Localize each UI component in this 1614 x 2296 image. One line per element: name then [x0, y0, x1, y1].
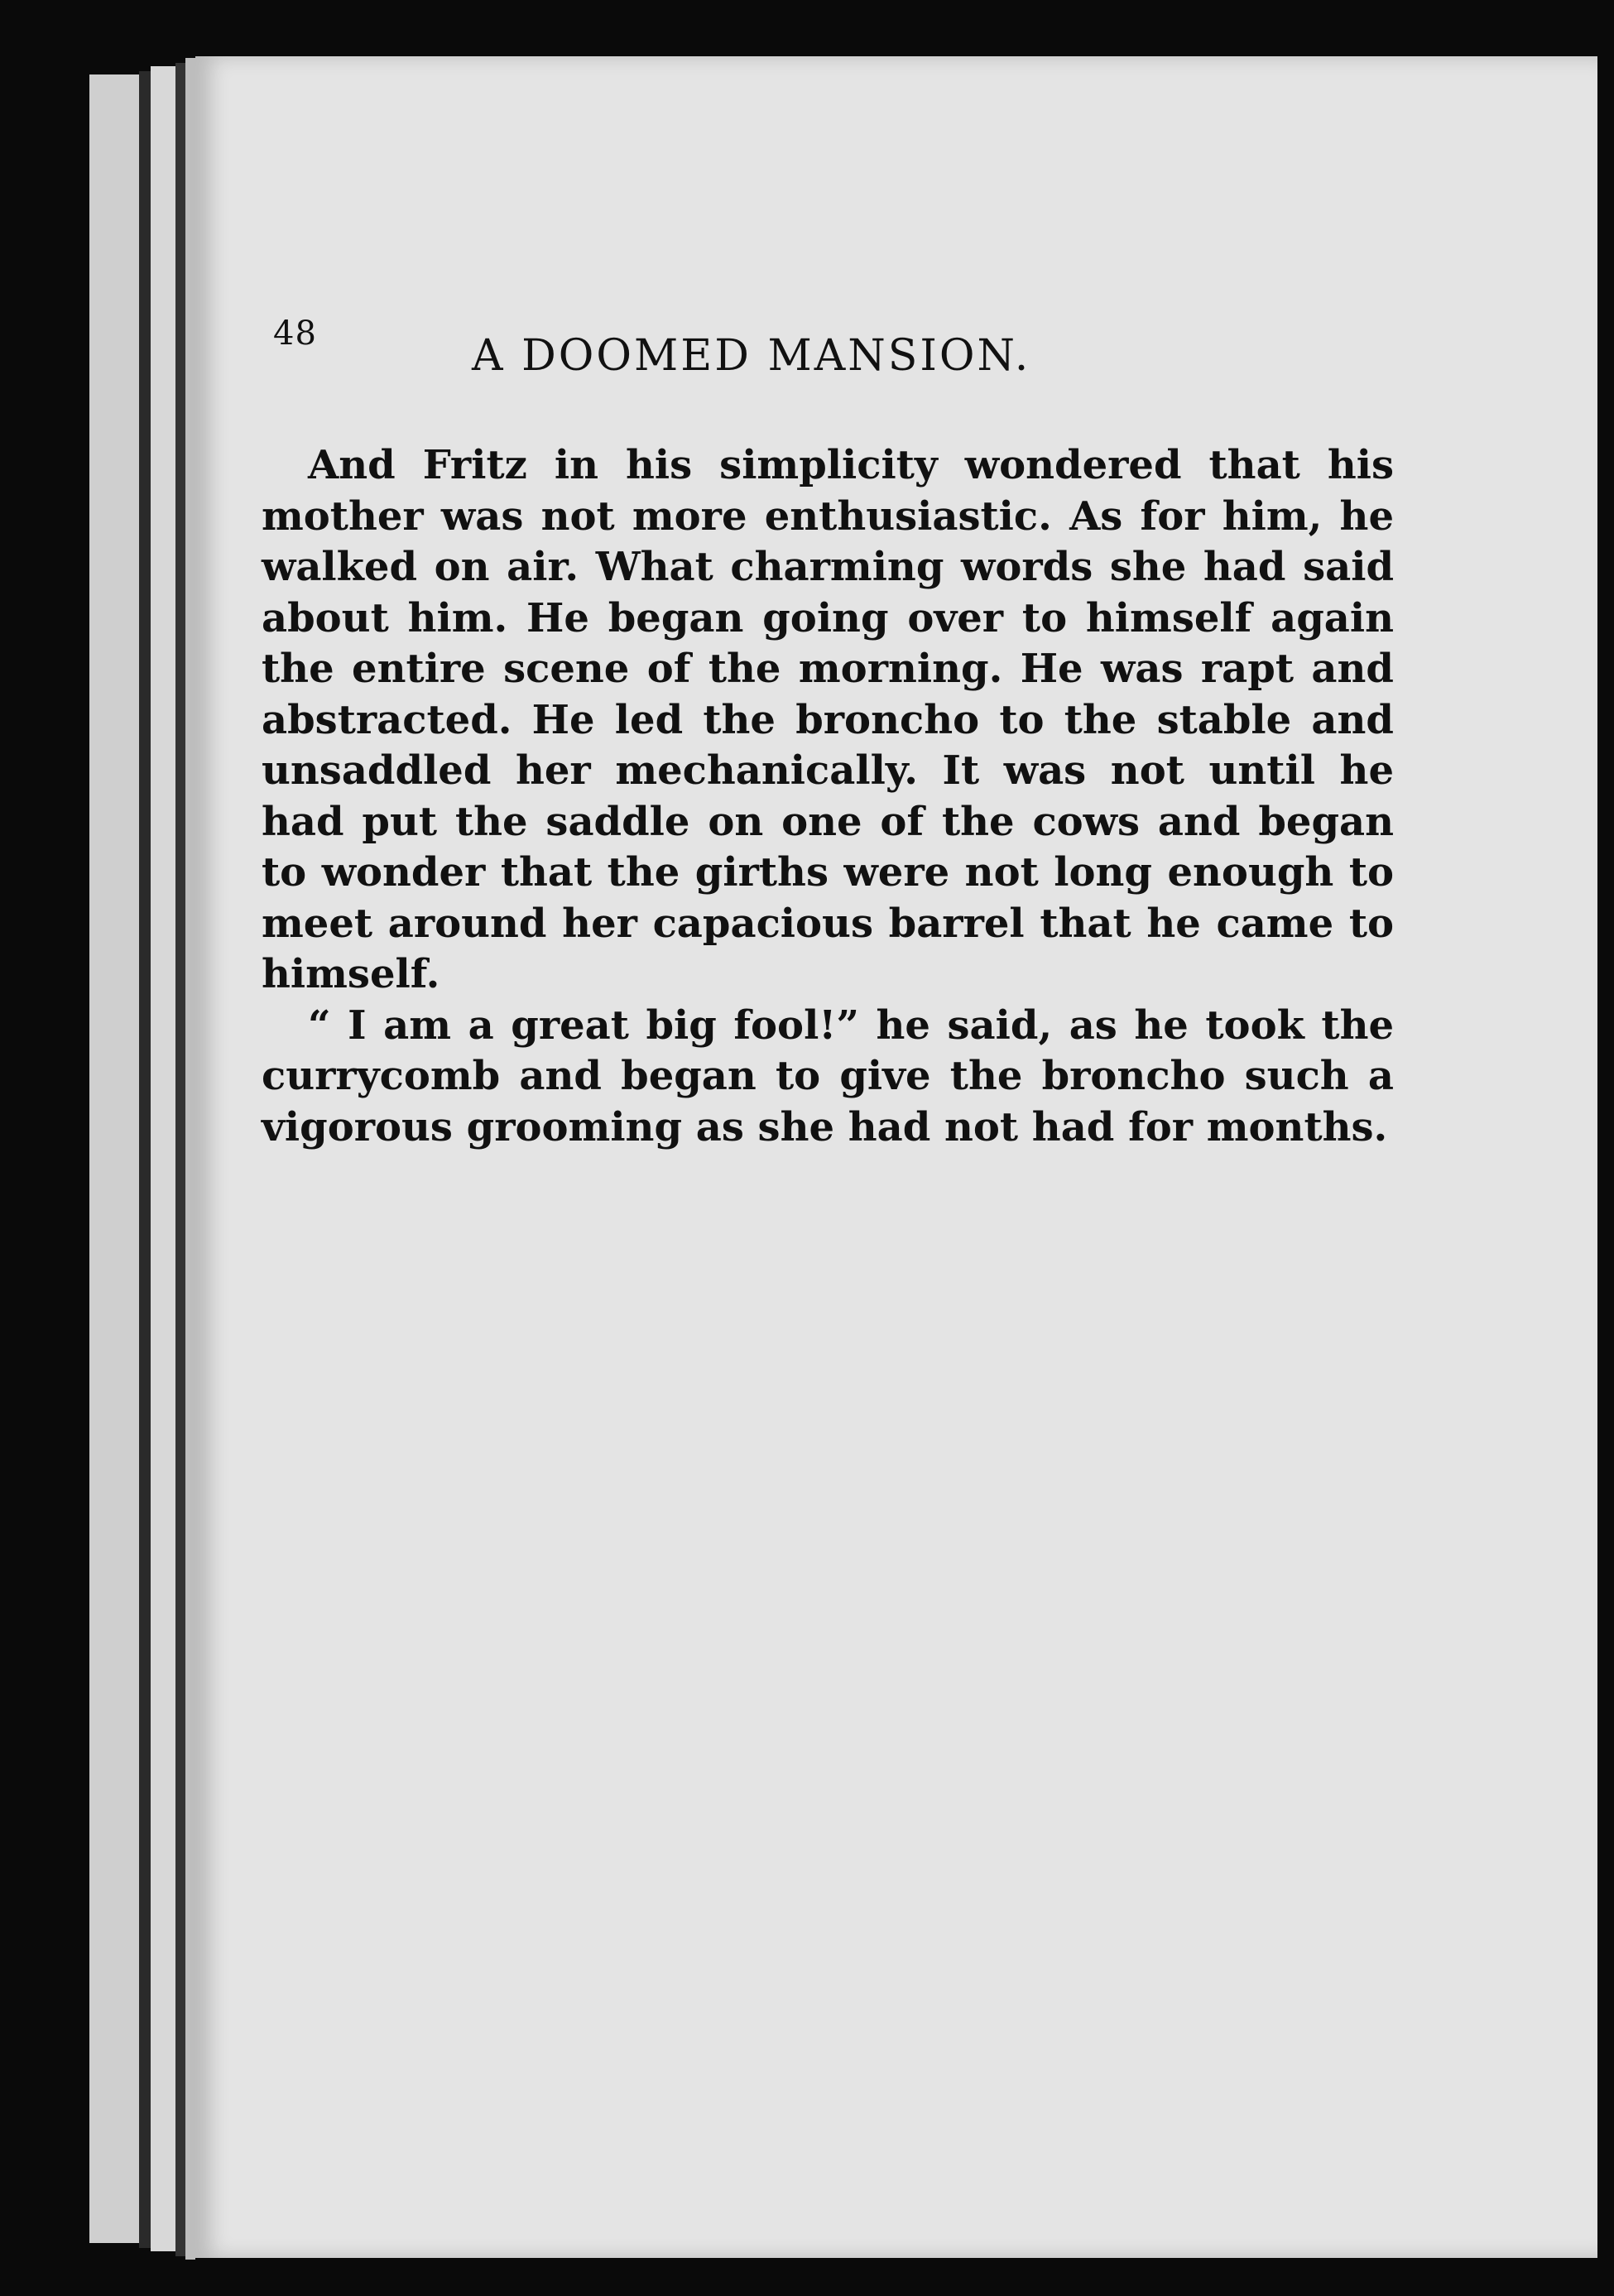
page-edge [139, 71, 151, 2248]
page-number: 48 [273, 315, 317, 353]
paragraph: “ I am a great big fool!” he said, as he took the currycomb and began to give the broncho such a vigorous grooming as she had not had for months. [262, 1001, 1394, 1150]
page-edge [175, 63, 185, 2256]
book-page [195, 56, 1597, 2258]
body-text [262, 440, 1394, 1153]
page-edge [89, 74, 139, 2243]
paragraph: And Fritz in his simplicity wondered that his mother was not more enthusiastic. As for him, he walked on air. What charming words she had said about him. He began going over to himself again the entire scene of the morning. He was rapt and abstracted. He led the broncho to the stable and unsaddled her mechanically. It was not until he had put the saddle on one of the cows and began to wonder that the girths were not long enough to meet around her capacious barrel that he came to himself. [262, 442, 1394, 997]
running-title: A DOOMED MANSION. [472, 331, 1031, 381]
page-edge [185, 58, 195, 2260]
page-edge [151, 66, 175, 2251]
